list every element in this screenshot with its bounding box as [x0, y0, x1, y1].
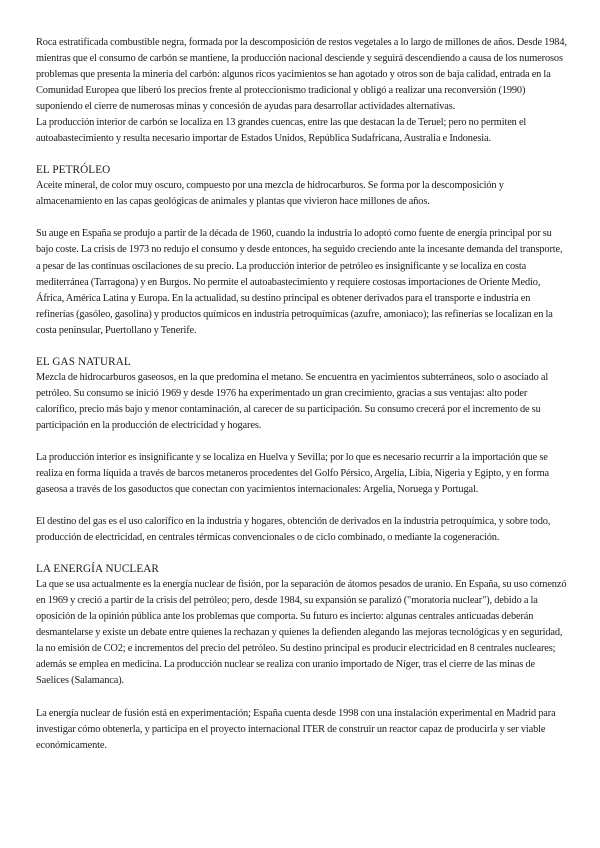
spacer — [36, 690, 569, 706]
spacer — [36, 339, 569, 354]
spacer — [36, 498, 569, 514]
gas-use-paragraph: El destino del gas es el uso calorífico en la industria y hogares, obtención de derivados en la industria petroquímica, y sobre todo, producción de electricidad, en centrales térmicas convencionales o de ciclo combinado, o mediante la cogeneración. — [36, 516, 551, 544]
nuclear-fission-paragraph: La que se usa actualmente es la energía nuclear de fisión, por la separación de átomos pesados de uranio. En España, su uso comenzó en 1969 y creció a partir de la crisis del petróleo; pero, desde 1984, su expansión se paralizó ("moratoria nuclear"), debido a la oposición de la opinión pública ante los problemas que comporta. Su futuro es incierto: algunas centrales anticuadas deberán desmantelarse y existe un debate entre quienes la rechazan y quienes la defienden alegando las mejoras tecnológicas y en seguridad, la no emisión de CO2; e incrementos del precio del petróleo. Su destino principal es producir electricidad en 8 centrales nucleares; además se emplea en medicina. La producción nuclear se realiza con uranio importado de Níger, tras el cierre de las minas de Saelices (Salamanca). — [36, 579, 567, 687]
carbon-production-paragraph: La producción interior de carbón se localiza en 13 grandes cuencas, entre las que destacan la de Teruel; pero no permiten el autoabastecimiento y resulta necesario importar de Estados Unidos, República Sudafricana, Australia e Indonesia. — [36, 117, 527, 145]
section-heading-petroleo: EL PETRÓLEO — [36, 164, 111, 177]
spacer — [36, 546, 569, 561]
spacer — [36, 434, 569, 450]
petroleo-history-paragraph: Su auge en España se produjo a partir de la década de 1960, cuando la industria lo adoptó como fuente de energía principal por su bajo coste. La crisis de 1973 no redujo el consumo y desde entonces, ha seguido creciendo ante la incesante demanda del transporte, a pesar de las continuas oscilaciones de su precio. La producción interior de petróleo es insignificante y se localiza en costa mediterránea (Tarragona) y en Burgos. No permite el autoabastecimiento y requiere costosas importaciones de Oriente Medio, África, América Latina y Europa. En la actualidad, su destino principal es obtener derivados para el transporte e industria en refinerías (gasóleo, gasolina) y productos químicos en industria petroquímicas (azufre, amoniaco); las refinerías se localizan en la costa peninsular, Puertollano y Tenerife. — [36, 228, 563, 336]
gas-production-paragraph: La producción interior es insignificante y se localiza en Huelva y Sevilla; por lo que es necesario recurrir a la importación que se realiza en forma líquida a través de barcos metaneros procedentes del Golfo Pérsico, Argelia, Libia, Nigeria y Egipto, y en forma gaseosa a través de los gasoductos que conectan con yacimientos internacionales: Argelia, Noruega y Portugal. — [36, 451, 549, 496]
carbon-description-paragraph: Roca estratificada combustible negra, formada por la descomposición de restos vegetales a lo largo de millones de años. Desde 1984, mientras que el consumo de carbón se mantiene, la producción nacional desciende y seguirá descendiendo a causa de los numerosos problemas que presenta la minería del carbón: algunos ricos yacimientos se han agotado y otros son de baja calidad, entrada en la Comunidad Europea que liberó los precios frente al proteccionismo tradicional y obligó a realizar una reconversión (1990) suponiendo el cierre de numerosas minas y concesión de ayudas para desarrollar actividades alternativas. — [36, 37, 567, 113]
nuclear-fusion-paragraph: La energía nuclear de fusión está en experimentación; España cuenta desde 1998 con una instalación experimental en Madrid para investigar cómo obtenerla, y participa en el proyecto internacional ITER de construir un reactor capaz de producirla y ser viable económicamente. — [36, 707, 556, 751]
spacer — [36, 210, 569, 226]
section-heading-nuclear: LA ENERGÍA NUCLEAR — [36, 563, 159, 576]
gas-definition-paragraph: Mezcla de hidrocarburos gaseosos, en la que predomina el metano. Se encuentra en yacimientos subterráneos, solo o asociado al petróleo. Su consumo se inició 1969 y desde 1976 ha experimentado un gran crecimiento, gracias a sus ventajas: alto poder calorífico, precio más bajo y menor contaminación, al carecer de su participación. Su consumo crecerá por el incremento de su participación en la producción de electricidad y hogares. — [36, 371, 549, 431]
petroleo-definition-paragraph: Aceite mineral, de color muy oscuro, compuesto por una mezcla de hidrocarburos. Se forma por la descomposición y almacenamiento en las capas geológicas de animales y plantas que vivieron hace millones de años. — [36, 180, 504, 208]
section-heading-gas: EL GAS NATURAL — [36, 355, 131, 368]
document-page — [36, 35, 569, 754]
spacer — [36, 147, 569, 162]
